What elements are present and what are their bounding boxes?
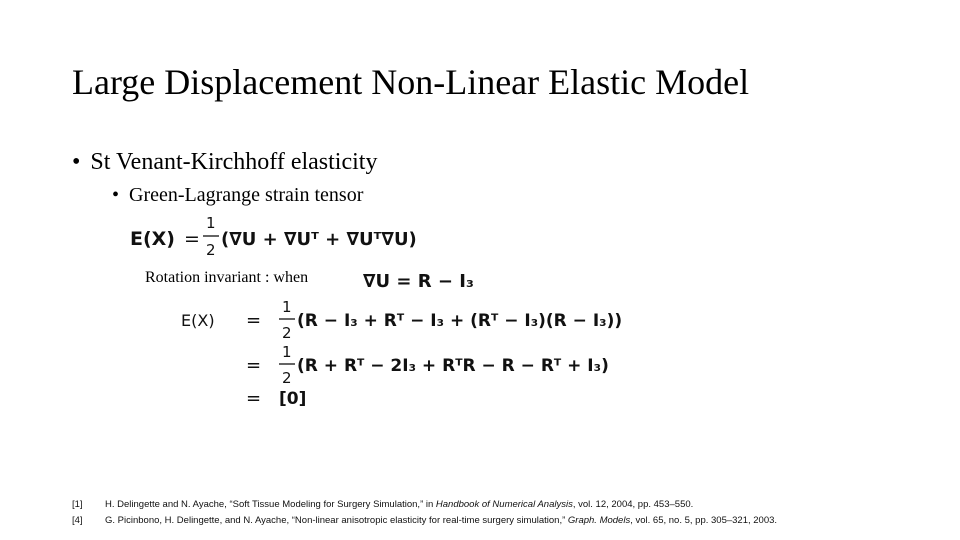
bullet-text: Green-Lagrange strain tensor (129, 184, 364, 206)
references (72, 497, 777, 529)
eq-body: (∇U + ∇Uᵀ + ∇Uᵀ∇U) (221, 229, 417, 250)
frac-numerator: 1 (206, 214, 216, 232)
reference-text: H. Delingette and N. Ayache, “Soft Tissue Modeling for Surgery Simulation,” in Handbook of Numerical Analysis, vol. 12, 2004, pp. 453–550. (105, 499, 694, 510)
green-lagrange-equation (130, 214, 417, 259)
reference-id: [4] (72, 515, 83, 526)
slide-title: Large Displacement Non-Linear Elastic Model (72, 62, 750, 102)
eq-equals: = (246, 310, 262, 331)
derivation-equation (181, 298, 622, 409)
frac-denominator: 2 (206, 241, 216, 259)
eq-equals: = (184, 228, 200, 250)
eq-equals: = (246, 388, 262, 409)
derivation-line-3: [0] (279, 389, 307, 409)
derivation-line-2: (R + Rᵀ − 2I₃ + RᵀR − R − Rᵀ + I₃) (297, 356, 609, 376)
rotation-invariant-label: Rotation invariant : when (145, 269, 309, 286)
reference-item (72, 513, 777, 529)
bullet-text: St Venant-Kirchhoff elasticity (90, 149, 378, 175)
frac-denominator: 2 (282, 369, 292, 387)
reference-text: G. Picinbono, H. Delingette, and N. Ayache, “Non-linear anisotropic elasticity for real-time surgery simulation,” Graph. Models, vol. 65, no. 5, pp. 305–321, 2003. (105, 515, 778, 526)
derivation-line-1: (R − I₃ + Rᵀ − I₃ + (Rᵀ − I₃)(R − I₃)) (297, 311, 623, 331)
frac-denominator: 2 (282, 324, 292, 342)
reference-id: [1] (72, 499, 83, 510)
frac-numerator: 1 (282, 298, 292, 316)
reference-item (72, 497, 777, 513)
eq-equals: = (246, 355, 262, 376)
eq-lhs: E(X) (130, 228, 175, 250)
bullet-symbol: • (72, 149, 81, 175)
rotation-condition: ∇U = R − I₃ (363, 271, 474, 292)
frac-numerator: 1 (282, 343, 292, 361)
bullet-symbol: • (112, 184, 120, 206)
derivation-lhs: E(X) (181, 311, 215, 330)
